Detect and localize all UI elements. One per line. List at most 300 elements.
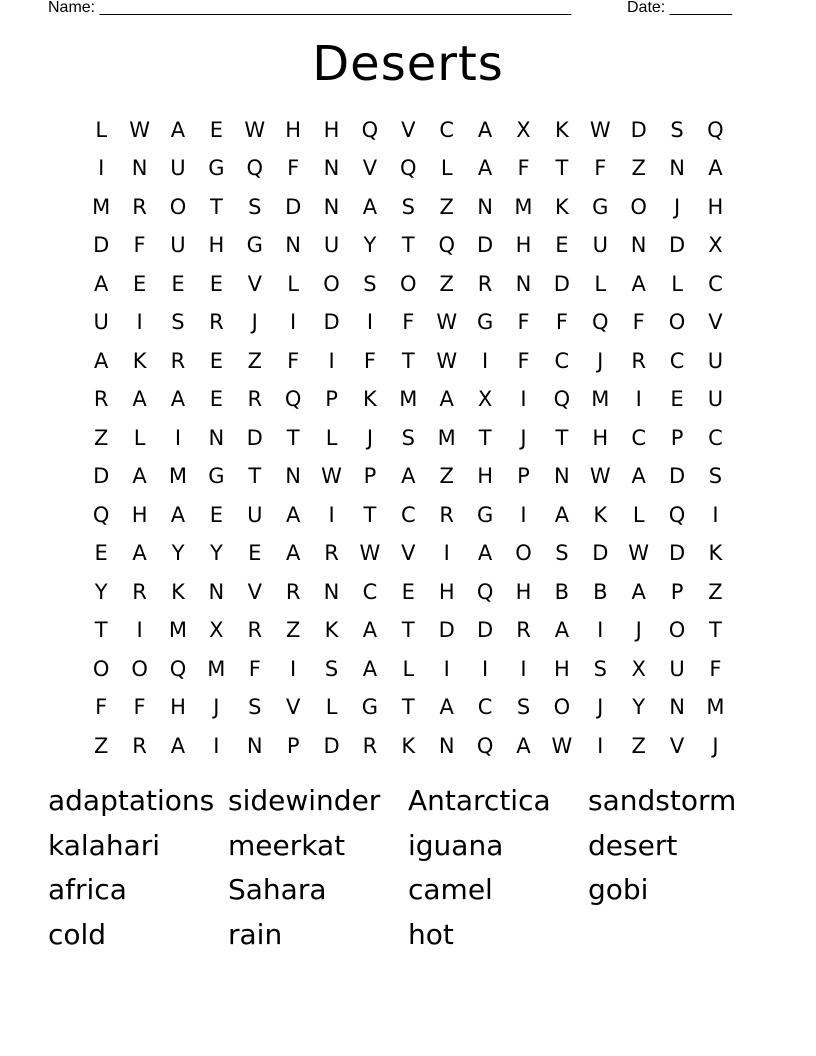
grid-letter: R: [247, 387, 263, 412]
grid-letter: J: [597, 348, 604, 373]
grid-letter: N: [131, 156, 148, 181]
grid-letter: E: [401, 579, 415, 604]
grid-letter: A: [94, 348, 109, 373]
grid-letter: R: [132, 194, 147, 219]
grid-letter: O: [92, 656, 110, 681]
grid-letter: C: [708, 425, 723, 450]
grid-letter: E: [555, 233, 569, 258]
grid-letter: F: [363, 348, 376, 373]
grid-letter: Z: [439, 464, 454, 489]
grid-letter: T: [478, 425, 492, 450]
grid-letter: V: [247, 579, 262, 604]
grid-letter: I: [482, 656, 489, 681]
grid-letter: W: [244, 117, 266, 142]
grid-letter: V: [247, 271, 262, 296]
grid-letter: J: [635, 618, 642, 643]
grid-letter: Q: [246, 156, 264, 181]
grid-letter: Q: [284, 387, 302, 412]
grid-letter: I: [290, 656, 297, 681]
grid-letter: A: [132, 387, 147, 412]
grid-letter: G: [208, 156, 225, 181]
grid-letter: H: [323, 117, 340, 142]
grid-letter: D: [668, 541, 686, 566]
grid-letter: F: [517, 156, 530, 181]
grid-letter: W: [129, 117, 150, 142]
grid-letter: D: [477, 233, 494, 258]
grid-letter: Y: [363, 233, 377, 258]
word-list-item: Antarctica: [408, 784, 551, 817]
grid-letter: T: [555, 425, 569, 450]
grid-letter: F: [517, 348, 530, 373]
grid-letter: I: [98, 156, 105, 181]
grid-letter: I: [635, 387, 642, 412]
grid-letter: A: [554, 618, 570, 643]
grid-letter: P: [286, 733, 300, 758]
grid-letter: U: [247, 502, 263, 527]
grid-letter: L: [440, 156, 453, 181]
grid-letter: S: [171, 310, 185, 335]
grid-letter: M: [207, 656, 226, 681]
grid-letter: T: [401, 233, 415, 258]
grid-letter: H: [515, 579, 532, 604]
grid-letter: N: [515, 271, 532, 296]
grid-letter: R: [285, 579, 301, 604]
grid-letter: H: [707, 194, 724, 219]
grid-letter: K: [593, 502, 608, 527]
grid-letter: T: [555, 156, 569, 181]
grid-letter: S: [363, 271, 377, 296]
grid-letter: X: [477, 387, 493, 412]
grid-letter: A: [170, 733, 186, 758]
grid-letter: Y: [171, 541, 185, 566]
grid-letter: D: [668, 233, 686, 258]
grid-letter: I: [520, 502, 527, 527]
grid-letter: Z: [631, 156, 646, 181]
grid-letter: U: [323, 233, 340, 258]
date-field-label: Date: _______: [627, 0, 732, 16]
grid-letter: A: [132, 541, 147, 566]
grid-letter: J: [251, 310, 258, 335]
grid-letter: C: [477, 695, 493, 720]
grid-letter: I: [597, 733, 604, 758]
grid-letter: A: [285, 502, 301, 527]
grid-letter: I: [328, 502, 335, 527]
grid-letter: R: [477, 271, 493, 296]
grid-letter: H: [170, 695, 186, 720]
grid-letter: K: [401, 733, 416, 758]
grid-letter: N: [323, 194, 340, 219]
grid-letter: W: [321, 464, 342, 489]
grid-letter: L: [325, 425, 338, 450]
grid-letter: E: [670, 387, 684, 412]
grid-letter: K: [171, 579, 185, 604]
grid-letter: S: [324, 656, 339, 681]
grid-letter: Z: [247, 348, 262, 373]
grid-letter: H: [131, 502, 148, 527]
grid-letter: Z: [631, 733, 646, 758]
grid-letter: U: [93, 310, 109, 335]
grid-letter: C: [362, 579, 378, 604]
grid-letter: Q: [476, 733, 494, 758]
grid-letter: O: [515, 541, 532, 566]
grid-letter: W: [436, 310, 458, 335]
grid-letter: F: [287, 156, 300, 181]
grid-letter: V: [362, 156, 378, 181]
grid-letter: E: [248, 541, 262, 566]
grid-letter: U: [592, 233, 608, 258]
grid-letter: M: [168, 618, 188, 643]
grid-letter: O: [630, 194, 647, 219]
grid-letter: S: [555, 541, 569, 566]
grid-letter: A: [439, 695, 454, 720]
grid-letter: I: [366, 310, 374, 335]
grid-letter: R: [362, 733, 378, 758]
grid-letter: M: [514, 194, 533, 219]
grid-letter: W: [436, 348, 458, 373]
grid-letter: V: [708, 310, 723, 335]
grid-letter: X: [516, 117, 531, 142]
grid-letter: N: [208, 425, 225, 450]
grid-letter: D: [323, 310, 340, 335]
grid-letter: O: [131, 656, 148, 681]
grid-letter: R: [247, 618, 263, 643]
word-list-item: rain: [228, 917, 283, 951]
grid-letter: H: [285, 117, 302, 142]
grid-letter: G: [476, 310, 494, 335]
grid-letter: U: [170, 156, 186, 181]
grid-letter: N: [669, 156, 685, 181]
grid-letter: A: [362, 194, 378, 219]
grid-letter: S: [593, 656, 607, 681]
grid-letter: X: [708, 233, 723, 258]
grid-letter: V: [285, 695, 301, 720]
grid-letter: I: [443, 656, 450, 681]
grid-letter: Q: [438, 233, 455, 258]
grid-letter: E: [171, 271, 185, 296]
grid-letter: A: [132, 464, 147, 489]
grid-letter: T: [286, 425, 300, 450]
grid-letter: E: [209, 117, 223, 142]
grid-letter: A: [477, 156, 493, 181]
grid-letter: Y: [94, 579, 108, 604]
grid-letter: K: [132, 348, 147, 373]
grid-letter: M: [399, 387, 418, 412]
grid-letter: T: [248, 464, 262, 489]
word-list-item: desert: [588, 828, 678, 862]
grid-letter: L: [402, 656, 415, 681]
grid-letter: N: [208, 579, 225, 604]
grid-letter: G: [361, 695, 379, 720]
grid-letter: M: [591, 387, 610, 412]
grid-letter: Q: [592, 310, 609, 335]
grid-letter: P: [670, 579, 684, 604]
grid-letter: R: [209, 310, 224, 335]
grid-letter: Q: [92, 502, 110, 527]
grid-letter: N: [669, 695, 685, 720]
grid-letter: Z: [94, 733, 109, 758]
grid-letter: R: [93, 387, 109, 412]
grid-letter: U: [707, 348, 724, 373]
word-list-item: Sahara: [228, 873, 327, 907]
grid-letter: C: [708, 271, 723, 296]
word-list-item: cold: [48, 917, 107, 951]
name-field-label: Name: _____________________________________________________: [48, 0, 572, 16]
grid-letter: A: [631, 464, 646, 489]
grid-letter: N: [285, 464, 301, 489]
grid-letter: Z: [285, 618, 301, 643]
grid-letter: L: [287, 271, 299, 296]
grid-letter: F: [133, 233, 146, 258]
grid-letter: H: [553, 656, 570, 681]
grid-letter: Z: [439, 194, 454, 219]
grid-letter: C: [554, 348, 570, 373]
grid-letter: L: [632, 502, 645, 527]
grid-letter: Q: [553, 387, 571, 412]
grid-letter: O: [668, 618, 686, 643]
grid-letter: F: [133, 695, 146, 720]
grid-letter: D: [553, 271, 570, 296]
grid-letter: M: [92, 194, 111, 219]
grid-letter: E: [209, 271, 223, 296]
grid-letter: V: [401, 541, 416, 566]
grid-letter: R: [631, 348, 646, 373]
grid-letter: R: [516, 618, 531, 643]
grid-letter: D: [285, 194, 302, 219]
grid-letter: L: [133, 425, 146, 450]
grid-letter: T: [94, 618, 108, 643]
grid-letter: R: [132, 733, 147, 758]
grid-letter: A: [631, 579, 646, 604]
word-list-item: sandstorm: [588, 784, 737, 817]
grid-letter: K: [554, 117, 569, 142]
grid-letter: I: [520, 387, 527, 412]
grid-letter: Z: [708, 579, 723, 604]
grid-letter: S: [401, 425, 415, 450]
grid-letter: B: [593, 579, 608, 604]
grid-letter: N: [438, 733, 455, 758]
grid-letter: C: [439, 117, 455, 142]
grid-letter: I: [443, 541, 450, 566]
grid-letter: D: [438, 618, 455, 643]
grid-letter: A: [439, 387, 454, 412]
word-list-item: meerkat: [228, 828, 346, 862]
grid-letter: A: [554, 502, 570, 527]
grid-letter: Z: [439, 271, 454, 296]
grid-letter: K: [708, 541, 723, 566]
grid-letter: F: [709, 656, 722, 681]
grid-letter: I: [597, 618, 604, 643]
grid-letter: T: [401, 695, 415, 720]
grid-letter: A: [477, 117, 493, 142]
grid-letter: K: [554, 194, 569, 219]
grid-letter: J: [712, 733, 719, 758]
grid-letter: I: [136, 310, 143, 335]
grid-letter: A: [631, 271, 646, 296]
grid-letter: A: [170, 502, 186, 527]
grid-letter: B: [554, 579, 570, 604]
grid-letter: J: [213, 695, 220, 720]
grid-letter: F: [95, 695, 108, 720]
grid-letter: A: [477, 541, 493, 566]
grid-letter: N: [323, 156, 340, 181]
grid-letter: U: [170, 233, 186, 258]
grid-letter: D: [323, 733, 340, 758]
grid-letter: S: [708, 464, 723, 489]
grid-letter: I: [136, 618, 143, 643]
grid-letter: J: [673, 194, 681, 219]
grid-letter: P: [670, 425, 684, 450]
grid-letter: I: [328, 348, 335, 373]
grid-letter: R: [324, 541, 339, 566]
grid-letter: S: [248, 695, 262, 720]
grid-letter: V: [401, 117, 416, 142]
grid-letter: A: [170, 117, 186, 142]
grid-letter: I: [482, 348, 489, 373]
grid-letter: T: [709, 618, 722, 643]
grid-letter: L: [325, 695, 338, 720]
grid-letter: D: [477, 618, 494, 643]
grid-letter: J: [597, 695, 604, 720]
grid-letter: G: [592, 194, 609, 219]
grid-letter: W: [359, 541, 381, 566]
grid-letter: F: [594, 156, 607, 181]
grid-letter: T: [363, 502, 377, 527]
grid-letter: T: [401, 348, 415, 373]
grid-letter: S: [401, 194, 415, 219]
grid-letter: A: [362, 656, 378, 681]
grid-letter: U: [707, 387, 724, 412]
grid-letter: M: [437, 425, 456, 450]
grid-letter: A: [285, 541, 301, 566]
grid-letter: C: [631, 425, 646, 450]
grid-letter: I: [520, 656, 527, 681]
grid-letter: Q: [169, 656, 187, 681]
grid-letter: F: [402, 310, 415, 335]
word-list-item: iguana: [408, 828, 504, 862]
grid-letter: N: [323, 579, 340, 604]
grid-letter: A: [708, 156, 723, 181]
grid-letter: I: [174, 425, 182, 450]
grid-letter: R: [132, 579, 147, 604]
letter-grid: [82, 111, 735, 766]
grid-letter: A: [516, 733, 531, 758]
grid-letter: Y: [632, 695, 646, 720]
grid-letter: D: [668, 464, 686, 489]
grid-letter: F: [248, 656, 261, 681]
grid-letter: M: [168, 464, 188, 489]
grid-letter: L: [671, 271, 683, 296]
grid-letter: H: [515, 233, 532, 258]
word-list-item: hot: [408, 917, 454, 951]
grid-letter: Q: [476, 579, 494, 604]
grid-letter: P: [325, 387, 338, 412]
grid-letter: N: [285, 233, 301, 258]
grid-letter: I: [712, 502, 719, 527]
grid-letter: T: [401, 618, 415, 643]
grid-letter: H: [208, 233, 225, 258]
grid-letter: L: [594, 271, 607, 296]
grid-letter: Z: [94, 425, 109, 450]
grid-letter: N: [630, 233, 647, 258]
grid-letter: C: [400, 502, 416, 527]
grid-letter: A: [362, 618, 378, 643]
word-list-item: africa: [48, 873, 127, 907]
grid-letter: E: [209, 348, 223, 373]
grid-letter: Q: [668, 502, 686, 527]
grid-letter: G: [208, 464, 225, 489]
grid-letter: N: [246, 733, 263, 758]
grid-letter: T: [209, 194, 223, 219]
grid-letter: M: [706, 695, 725, 720]
grid-letter: L: [95, 117, 108, 142]
grid-letter: E: [94, 541, 108, 566]
grid-letter: D: [93, 464, 110, 489]
grid-letter: F: [555, 310, 568, 335]
page-title: Deserts: [312, 36, 504, 92]
grid-letter: J: [366, 425, 374, 450]
grid-letter: F: [632, 310, 645, 335]
grid-letter: D: [93, 233, 110, 258]
grid-letter: E: [209, 387, 223, 412]
grid-letter: A: [94, 271, 109, 296]
word-list-item: adaptations: [48, 784, 215, 817]
grid-letter: K: [324, 618, 339, 643]
grid-letter: P: [363, 464, 377, 489]
grid-letter: S: [248, 194, 262, 219]
grid-letter: V: [669, 733, 685, 758]
grid-letter: A: [401, 464, 416, 489]
grid-letter: G: [476, 502, 494, 527]
grid-letter: G: [246, 233, 263, 258]
word-list-item: sidewinder: [228, 784, 381, 817]
word-list-item: gobi: [588, 873, 649, 907]
grid-letter: A: [170, 387, 186, 412]
grid-letter: N: [477, 194, 493, 219]
grid-letter: E: [132, 271, 147, 296]
grid-letter: U: [669, 656, 685, 681]
grid-letter: W: [551, 733, 573, 758]
grid-letter: C: [669, 348, 685, 373]
grid-letter: S: [516, 695, 531, 720]
grid-letter: K: [363, 387, 377, 412]
grid-letter: D: [246, 425, 263, 450]
grid-letter: Y: [209, 541, 223, 566]
grid-letter: J: [520, 425, 527, 450]
grid-letter: Q: [400, 156, 417, 181]
grid-letter: Q: [707, 117, 724, 142]
grid-letter: S: [670, 117, 684, 142]
grid-letter: O: [553, 695, 571, 720]
grid-letter: I: [213, 733, 220, 758]
grid-letter: R: [170, 348, 186, 373]
grid-letter: R: [439, 502, 454, 527]
grid-letter: X: [631, 656, 646, 681]
grid-letter: H: [438, 579, 455, 604]
grid-letter: O: [400, 271, 417, 296]
grid-letter: I: [290, 310, 297, 335]
grid-letter: N: [554, 464, 570, 489]
grid-letter: W: [589, 117, 611, 142]
grid-letter: W: [589, 464, 611, 489]
grid-letter: H: [477, 464, 493, 489]
grid-letter: O: [668, 310, 686, 335]
grid-letter: X: [209, 618, 224, 643]
grid-letter: F: [517, 310, 530, 335]
word-list: [48, 779, 768, 957]
grid-letter: P: [517, 464, 530, 489]
grid-letter: W: [628, 541, 650, 566]
grid-letter: Q: [361, 117, 379, 142]
